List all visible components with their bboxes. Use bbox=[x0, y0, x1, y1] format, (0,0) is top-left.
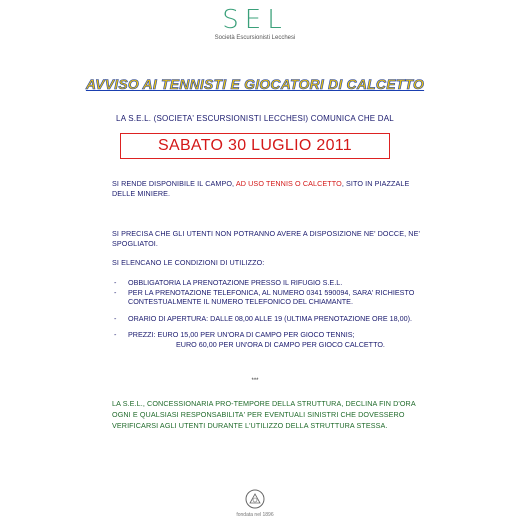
availability-text-after: , SITO IN PIAZZALE DELLE MINIERE. bbox=[112, 179, 410, 198]
conditions-heading: SI ELENCANO LE CONDIZIONI DI UTILIZZO: bbox=[112, 258, 265, 267]
intro-line: LA S.E.L. (SOCIETA' ESCURSIONISTI LECCHESI) COMUNICA CHE DAL bbox=[116, 114, 394, 123]
footer bbox=[0, 512, 510, 519]
list-item: - ORARIO DI APERTURA: DALLE 08,00 ALLE 19 (ULTIMA PRENOTAZIONE ORE 18,00). bbox=[114, 313, 413, 323]
condition-price-calcetto: EURO 60,00 PER UN'ORA DI CAMPO PER GIOCO CALCETTO. bbox=[176, 339, 385, 349]
logo-mark: SEL bbox=[222, 5, 288, 35]
list-item bbox=[114, 340, 434, 350]
availability-highlight: AD USO TENNIS O CALCETTO bbox=[235, 179, 342, 188]
condition-price-tennis: PREZZI: EURO 15,00 PER UN'ORA DI CAMPO PER GIOCO TENNIS; bbox=[128, 330, 355, 339]
conditions-list bbox=[114, 278, 434, 349]
sel-logo bbox=[0, 6, 510, 41]
availability-paragraph bbox=[112, 179, 432, 199]
list-item: - OBBLIGATORIA LA PRENOTAZIONE PRESSO IL RIFUGIO S.E.L. bbox=[114, 278, 343, 287]
notice-headline bbox=[0, 76, 510, 94]
availability-text-before: SI RENDE DISPONIBILE IL CAMPO, bbox=[112, 179, 235, 188]
separator: *** bbox=[251, 378, 259, 384]
date-box: SABATO 30 LUGLIO 2011 bbox=[120, 133, 390, 159]
founded-text: fondata nel 1896 bbox=[236, 512, 274, 518]
condition-opening-hours: ORARIO DI APERTURA: DALLE 08,00 ALLE 19 (ULTIMA PRENOTAZIONE ORE 18,00). bbox=[128, 313, 413, 323]
headline-text: AVVISO AI TENNISTI E GIOCATORI DI CALCETTO bbox=[85, 76, 425, 92]
seal-icon bbox=[244, 488, 266, 510]
condition-phone-booking: PER LA PRENOTAZIONE TELEFONICA, AL NUMERO 0341 590094, SARA' RICHIESTO CONTESTUALMENTE IL NUMERO TELEFONICO DEL CHIAMANTE. bbox=[128, 287, 415, 306]
no-showers-paragraph: SI PRECISA CHE GLI UTENTI NON POTRANNO AVERE A DISPOSIZIONE NE' DOCCE, NE' SPOGLIATOI. bbox=[112, 229, 420, 248]
disclaimer-paragraph: LA S.E.L., CONCESSIONARIA PRO-TEMPORE DELLA STRUTTURA, DECLINA FIN D'ORA OGNI E QUALSIASI RESPONSABILITA' PER EVENTUALI SINISTRI CHE DOVESSERO VERIFICARSI AGLI UTENTI DURANTE L'UTILIZZO DELLA STRUTTURA STESSA. bbox=[112, 399, 416, 430]
list-item: - PREZZI: EURO 15,00 PER UN'ORA DI CAMPO PER GIOCO TENNIS; bbox=[114, 330, 355, 339]
list-item: - PER LA PRENOTAZIONE TELEFONICA, AL NUMERO 0341 590094, SARA' RICHIESTO CONTESTUALMENTE IL NUMERO TELEFONICO DEL CHIAMANTE. bbox=[114, 288, 434, 307]
logo-subtitle: Società Escursionisti Lecchesi bbox=[214, 35, 296, 41]
condition-booking: OBBLIGATORIA LA PRENOTAZIONE PRESSO IL RIFUGIO S.E.L. bbox=[128, 278, 343, 287]
